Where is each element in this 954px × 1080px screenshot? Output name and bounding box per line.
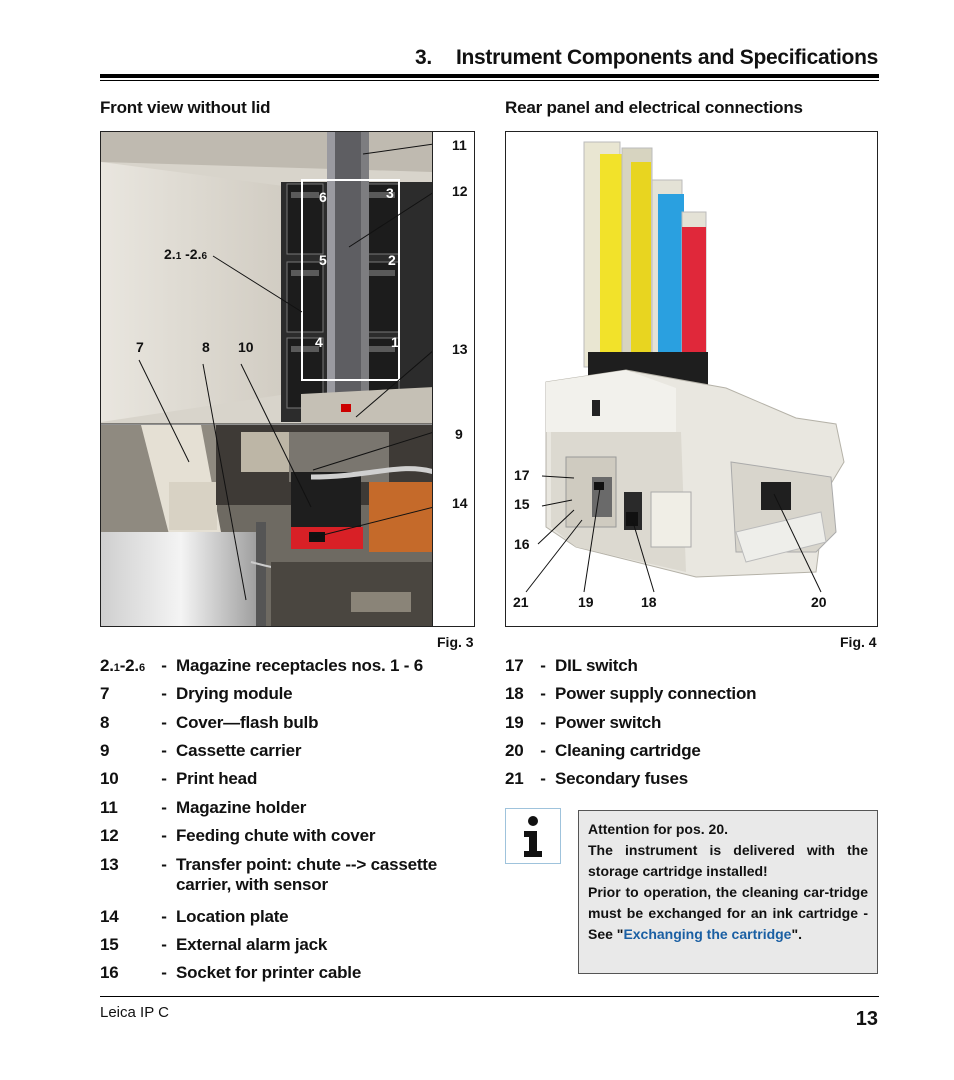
list-item: [100, 769, 257, 789]
list-item-text-line2: carrier, with sensor: [176, 875, 328, 894]
magazine-3-label: 3: [386, 185, 394, 201]
magazine-6-label: 6: [319, 189, 327, 205]
list-item-dash: -: [161, 855, 167, 874]
list-item-dash: -: [161, 741, 167, 760]
list-item-key: 20: [505, 741, 524, 760]
list-item: [505, 684, 756, 704]
magazine-4-label: 4: [315, 334, 323, 350]
note-line-3: [588, 882, 868, 945]
list-item-text: Feeding chute with cover: [176, 826, 376, 845]
list-item: [100, 907, 288, 927]
left-heading: Front view without lid: [100, 98, 271, 117]
list-item-dash: -: [161, 713, 167, 732]
list-item-dash: -: [540, 656, 546, 675]
list-item-dash: -: [161, 769, 167, 788]
list-item-dash: -: [540, 769, 546, 788]
list-item: [100, 935, 327, 955]
info-icon-glyph: [506, 809, 560, 863]
list-item-text: [176, 855, 437, 895]
list-item-text: Secondary fuses: [555, 769, 689, 788]
callout-19: 19: [578, 594, 594, 610]
fig4-photo: [505, 131, 878, 627]
magazine-2-label: 2: [388, 252, 396, 268]
list-item-dash: -: [161, 798, 167, 817]
key-part: -2.: [119, 656, 139, 675]
section-number: 3.: [415, 46, 432, 69]
magazine-5-label: 5: [319, 252, 327, 268]
list-item-key: 8: [100, 713, 110, 732]
range-sub-start: 1: [175, 251, 182, 262]
callout-20: 20: [811, 594, 827, 610]
key-part: 2.: [100, 656, 114, 675]
list-item-key: 15: [100, 935, 119, 954]
note-text: Prior to operation, the cleaning car-tridge must be exchanged for an ink cartridge - See ": [588, 884, 868, 942]
callout-17: 17: [514, 467, 530, 483]
list-item-text-line1: Transfer point: chute --> cassette: [176, 855, 438, 874]
list-item-key: 19: [505, 713, 524, 732]
list-item-key: 9: [100, 741, 110, 760]
exchanging-cartridge-link[interactable]: Exchanging the cartridge: [623, 926, 792, 942]
list-item-text: External alarm jack: [176, 935, 328, 954]
list-item-text: Magazine receptacles nos. 1 - 6: [176, 656, 424, 675]
fig3-caption: Fig. 3: [437, 634, 474, 650]
list-item-key: 12: [100, 826, 119, 845]
attention-note: [578, 810, 878, 974]
callout-13: 13: [452, 341, 468, 357]
list-item-key: 7: [100, 684, 110, 703]
list-item-dash: -: [161, 684, 167, 703]
list-item-key: 17: [505, 656, 524, 675]
list-item: [505, 741, 701, 761]
list-item: [100, 684, 292, 704]
list-item-dash: -: [540, 684, 546, 703]
footer-rule: [100, 996, 879, 997]
header-rule-thin: [100, 80, 879, 81]
callout-7: 7: [136, 339, 144, 355]
range-mid: -2.: [181, 246, 202, 262]
list-item-key: 11: [100, 798, 118, 817]
header-rule-thick: [100, 74, 879, 78]
note-line-1: Attention for pos. 20.: [588, 821, 728, 837]
callout-9: 9: [455, 426, 463, 442]
callout-15: 15: [514, 496, 530, 512]
list-item: [100, 798, 306, 818]
list-item: [100, 741, 301, 761]
callout-14: 14: [452, 495, 468, 511]
section-header: [415, 46, 878, 70]
list-item-key: 14: [100, 907, 119, 926]
list-item-key: 21: [505, 769, 524, 788]
list-item: [505, 656, 638, 676]
list-item-text: Socket for printer cable: [176, 963, 362, 982]
right-heading: Rear panel and electrical connections: [505, 98, 803, 117]
list-item: [100, 713, 318, 733]
list-item-key: 10: [100, 769, 119, 788]
callout-11: 11: [452, 137, 467, 153]
list-item-text: Power switch: [555, 713, 662, 732]
list-item: [100, 826, 375, 846]
list-item-dash: -: [540, 741, 546, 760]
list-item-text: Magazine holder: [176, 798, 307, 817]
key-sub: 6: [138, 662, 145, 674]
list-item-text: Cleaning cartridge: [555, 741, 701, 760]
list-item: [505, 713, 661, 733]
list-item: [100, 963, 361, 983]
callout-16: 16: [514, 536, 530, 552]
callout-18: 18: [641, 594, 657, 610]
list-item-key: 13: [100, 855, 119, 874]
range-sub-end: 6: [201, 251, 208, 262]
list-item-key: 18: [505, 684, 524, 703]
note-line-2: The instrument is delivered with the storage cartridge installed!: [588, 842, 868, 879]
list-item-dash: -: [161, 656, 167, 675]
callout-10: 10: [238, 339, 254, 355]
list-item: [505, 769, 688, 789]
fig4-caption: Fig. 4: [840, 634, 877, 650]
callout-8: 8: [202, 339, 210, 355]
list-item-dash: -: [161, 826, 167, 845]
list-item-text: Print head: [176, 769, 258, 788]
list-item-dash: -: [540, 713, 546, 732]
callout-12: 12: [452, 183, 468, 199]
list-item-dash: -: [161, 963, 167, 982]
callout-2-range: [164, 246, 207, 262]
list-item-key: 16: [100, 963, 119, 982]
key-sub: 1: [113, 662, 120, 674]
list-item-text: Drying module: [176, 684, 293, 703]
list-item-dash: -: [161, 935, 167, 954]
note-text-end: ".: [791, 926, 803, 942]
range-prefix: 2.: [164, 246, 176, 262]
fig4-illustration: [506, 132, 878, 627]
list-item-dash: -: [161, 907, 167, 926]
fig3-callout-margin: [433, 131, 475, 627]
fig3-photo: [100, 131, 433, 627]
list-item-key: [100, 656, 152, 676]
footer-product-name: Leica IP C: [100, 1004, 169, 1021]
list-item: [100, 855, 437, 895]
list-item-text: Location plate: [176, 907, 289, 926]
page-number: 13: [855, 1008, 878, 1030]
section-title: Instrument Components and Specifications: [455, 46, 878, 69]
callout-21: 21: [513, 594, 529, 610]
fig3-illustration: [101, 132, 433, 627]
list-item-text: Power supply connection: [555, 684, 757, 703]
list-item-text: Cover—flash bulb: [176, 713, 319, 732]
magazine-1-label: 1: [391, 334, 399, 350]
list-item-text: Cassette carrier: [176, 741, 302, 760]
list-item: [100, 656, 423, 676]
list-item-text: DIL switch: [555, 656, 638, 675]
info-icon: [505, 808, 561, 864]
